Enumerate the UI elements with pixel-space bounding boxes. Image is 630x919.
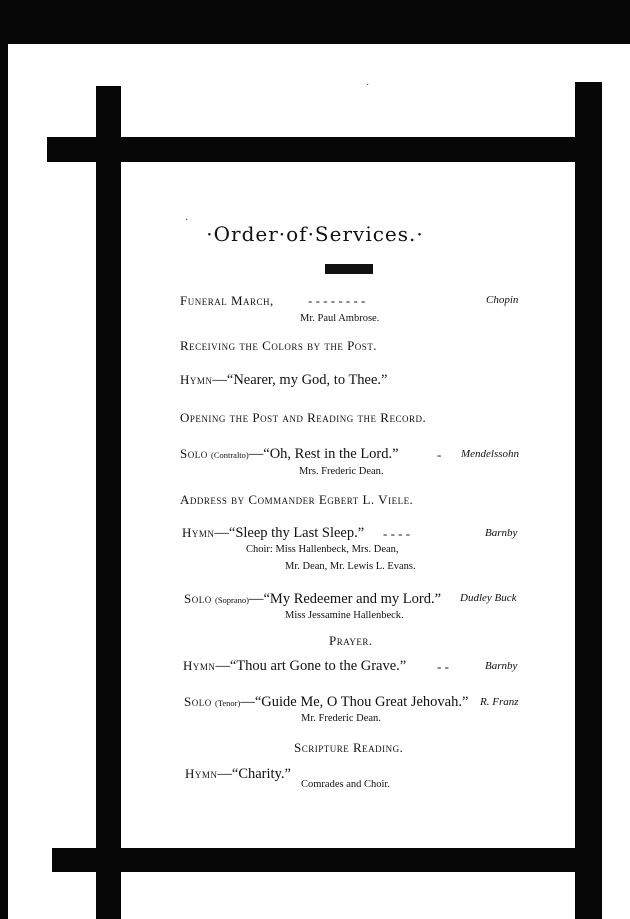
hymn-sleep-composer: Barnby — [485, 527, 518, 539]
solo-label: Solo — [180, 446, 208, 461]
hymn-nearer — [180, 372, 388, 389]
opening-post: Opening the Post and Reading the Record. — [180, 410, 427, 425]
top-strip — [0, 0, 630, 44]
hymn-sleep — [182, 525, 364, 542]
solo-soprano — [184, 591, 441, 608]
hymn-title: —“Charity.” — [217, 766, 291, 782]
hymn-label: Hymn — [185, 766, 218, 781]
solo-contralto — [180, 446, 399, 463]
hymn-label: Hymn — [183, 658, 216, 673]
print-speck: · — [366, 80, 370, 91]
hymn-title: —“Nearer, my God, to Thee.” — [212, 372, 388, 388]
scripture-reading: Scripture Reading. — [294, 740, 404, 755]
hymn-title: —“Sleep thy Last Sleep.” — [214, 525, 365, 541]
solo-label: Solo — [184, 591, 212, 606]
solo-voice: (Soprano) — [214, 595, 249, 605]
solo-tenor-performer: Mr. Frederic Dean. — [301, 713, 381, 724]
hymn-grave-dots: - - — [437, 659, 449, 674]
print-speck: · — [185, 215, 189, 226]
solo-voice: (Tenor) — [214, 698, 241, 708]
solo-title: —“My Redeemer and my Lord.” — [248, 591, 442, 607]
solo-tenor — [184, 694, 468, 711]
hymn-sleep-choir-2: Mr. Dean, Mr. Lewis L. Evans. — [285, 561, 416, 572]
hymn-charity-performer: Comrades and Choir. — [301, 779, 390, 790]
hymn-title: —“Thou art Gone to the Grave.” — [215, 658, 407, 674]
solo-title: —“Oh, Rest in the Lord.” — [248, 446, 399, 462]
border-bottom-bar — [52, 848, 630, 872]
solo-tenor-composer: R. Franz — [480, 696, 519, 708]
hymn-sleep-dots: - - - - — [383, 526, 411, 541]
hymn-sleep-choir-1: Choir: Miss Hallenbeck, Mrs. Dean, — [246, 544, 399, 555]
border-top-bar — [47, 137, 630, 162]
address: Address by Commander Egbert L. Viele. — [180, 492, 414, 507]
funeral-march-dots: - - - - - - - - — [308, 293, 366, 308]
funeral-march-composer: Chopin — [486, 294, 519, 306]
solo-contralto-performer: Mrs. Frederic Dean. — [299, 466, 384, 477]
solo-voice: (Contralto) — [210, 450, 249, 460]
hymn-label: Hymn — [180, 372, 213, 387]
receiving-colors: Receiving the Colors by the Post. — [180, 338, 378, 353]
solo-title: —“Guide Me, O Thou Great Jehovah.” — [240, 694, 469, 710]
title-rule — [325, 264, 373, 274]
funeral-march-label: Funeral March, — [180, 293, 274, 308]
border-right-bar — [575, 82, 602, 919]
solo-soprano-performer: Miss Jessamine Hallenbeck. — [285, 610, 404, 621]
solo-contralto-composer: Mendelssohn — [461, 448, 520, 460]
prayer: Prayer. — [329, 633, 373, 648]
solo-contralto-dots: - — [437, 447, 442, 462]
left-edge-strip — [0, 44, 8, 919]
hymn-grave — [183, 658, 406, 675]
hymn-grave-composer: Barnby — [485, 660, 518, 672]
hymn-charity — [185, 766, 291, 783]
solo-label: Solo — [184, 694, 212, 709]
page-title: ·Order·of·Services.· — [206, 222, 424, 246]
funeral-march-performer: Mr. Paul Ambrose. — [300, 313, 380, 324]
border-left-bar — [96, 86, 121, 919]
right-edge-strip — [602, 44, 630, 919]
solo-soprano-composer: Dudley Buck — [460, 592, 517, 604]
hymn-label: Hymn — [182, 525, 215, 540]
